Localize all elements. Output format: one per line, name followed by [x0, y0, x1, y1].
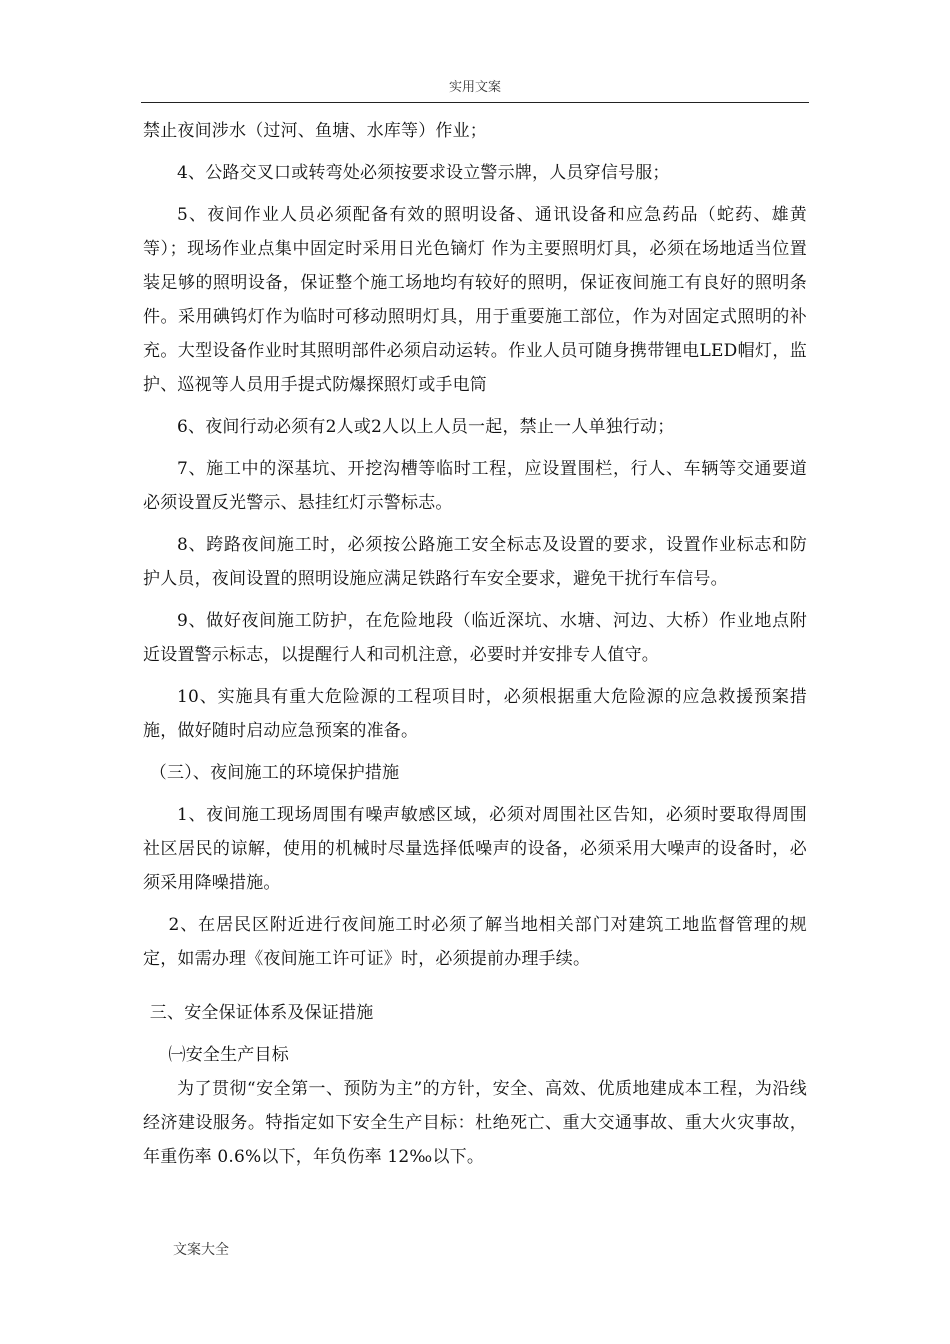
header-rule — [141, 102, 809, 103]
document-body — [143, 114, 807, 1174]
paragraph-item-5: 5、夜间作业人员必须配备有效的照明设备、通讯设备和应急药品（蛇药、雄黄等）；现场作业点集中固定时采用日光色镝灯 作为主要照明灯具，必须在场地适当位置装足够的照明设备，保证整个施工场地均有较好的照明，保证夜间施工有良好的照明条件。采用碘钨灯作为临时可移动照明灯具，用于重要施工部位，作为对固定式照明的补充。大型设备作业时其照明部件必须启动运转。作业人员可随身携带锂电LED帽灯，监护、巡视等人员用手提式防爆探照灯或手电筒 — [143, 205, 807, 395]
paragraph-item-4: 4、公路交叉口或转弯处必须按要求设立警示牌，人员穿信号服； — [177, 163, 670, 183]
paragraph-item-6: 6、夜间行动必须有2人或2人以上人员一起，禁止一人单独行动； — [177, 417, 675, 437]
paragraph-env-2: 2、在居民区附近进行夜间施工时必须了解当地相关部门对建筑工地监督管理的规定，如需办理《夜间施工许可证》时，必须提前办理手续。 — [143, 915, 807, 969]
paragraph-item-7: 7、施工中的深基坑、开挖沟槽等临时工程，应设置围栏，行人、车辆等交通要道必须设置反光警示、悬挂红灯示警标志。 — [143, 459, 807, 513]
paragraph-item-9: 9、做好夜间施工防护，在危险地段（临近深坑、水塘、河边、大桥）作业地点附近设置警示标志，以提醒行人和司机注意，必要时并安排专人值守。 — [143, 611, 807, 665]
paragraph-item-8: 8、跨路夜间施工时，必须按公路施工安全标志及设置的要求，设置作业标志和防护人员，夜间设置的照明设施应满足铁路行车安全要求，避免干扰行车信号。 — [143, 535, 807, 589]
section-heading-safety-goal: ㈠安全生产目标 — [168, 1045, 289, 1065]
section-heading-environment: （三）、夜间施工的环境保护措施 — [149, 763, 400, 783]
paragraph-safety-goal: 为了贯彻“安全第一、预防为主”的方针，安全、高效、优质地建成本工程，为沿线经济建设服务。特指定如下安全生产目标：杜绝死亡、重大交通事故、重大火灾事故，年重伤率 0.6%以下，年负伤率 12‰以下。 — [143, 1079, 807, 1167]
page-footer: 文案大全 — [173, 1242, 229, 1258]
paragraph-continuation: 禁止夜间涉水（过河、鱼塘、水库等）作业； — [143, 121, 487, 141]
paragraph-env-1: 1、夜间施工现场周围有噪声敏感区域，必须对周围社区告知，必须时要取得周围社区居民的谅解，使用的机械时尽量选择低噪声的设备，必须采用大噪声的设备时，必须采用降噪措施。 — [143, 805, 807, 893]
paragraph-item-10: 10、实施具有重大危险源的工程项目时，必须根据重大危险源的应急救援预案措施，做好随时启动应急预案的准备。 — [143, 687, 807, 741]
page-header: 实用文案 — [448, 80, 501, 95]
chapter-heading-safety: 三、安全保证体系及保证措施 — [149, 1003, 374, 1023]
